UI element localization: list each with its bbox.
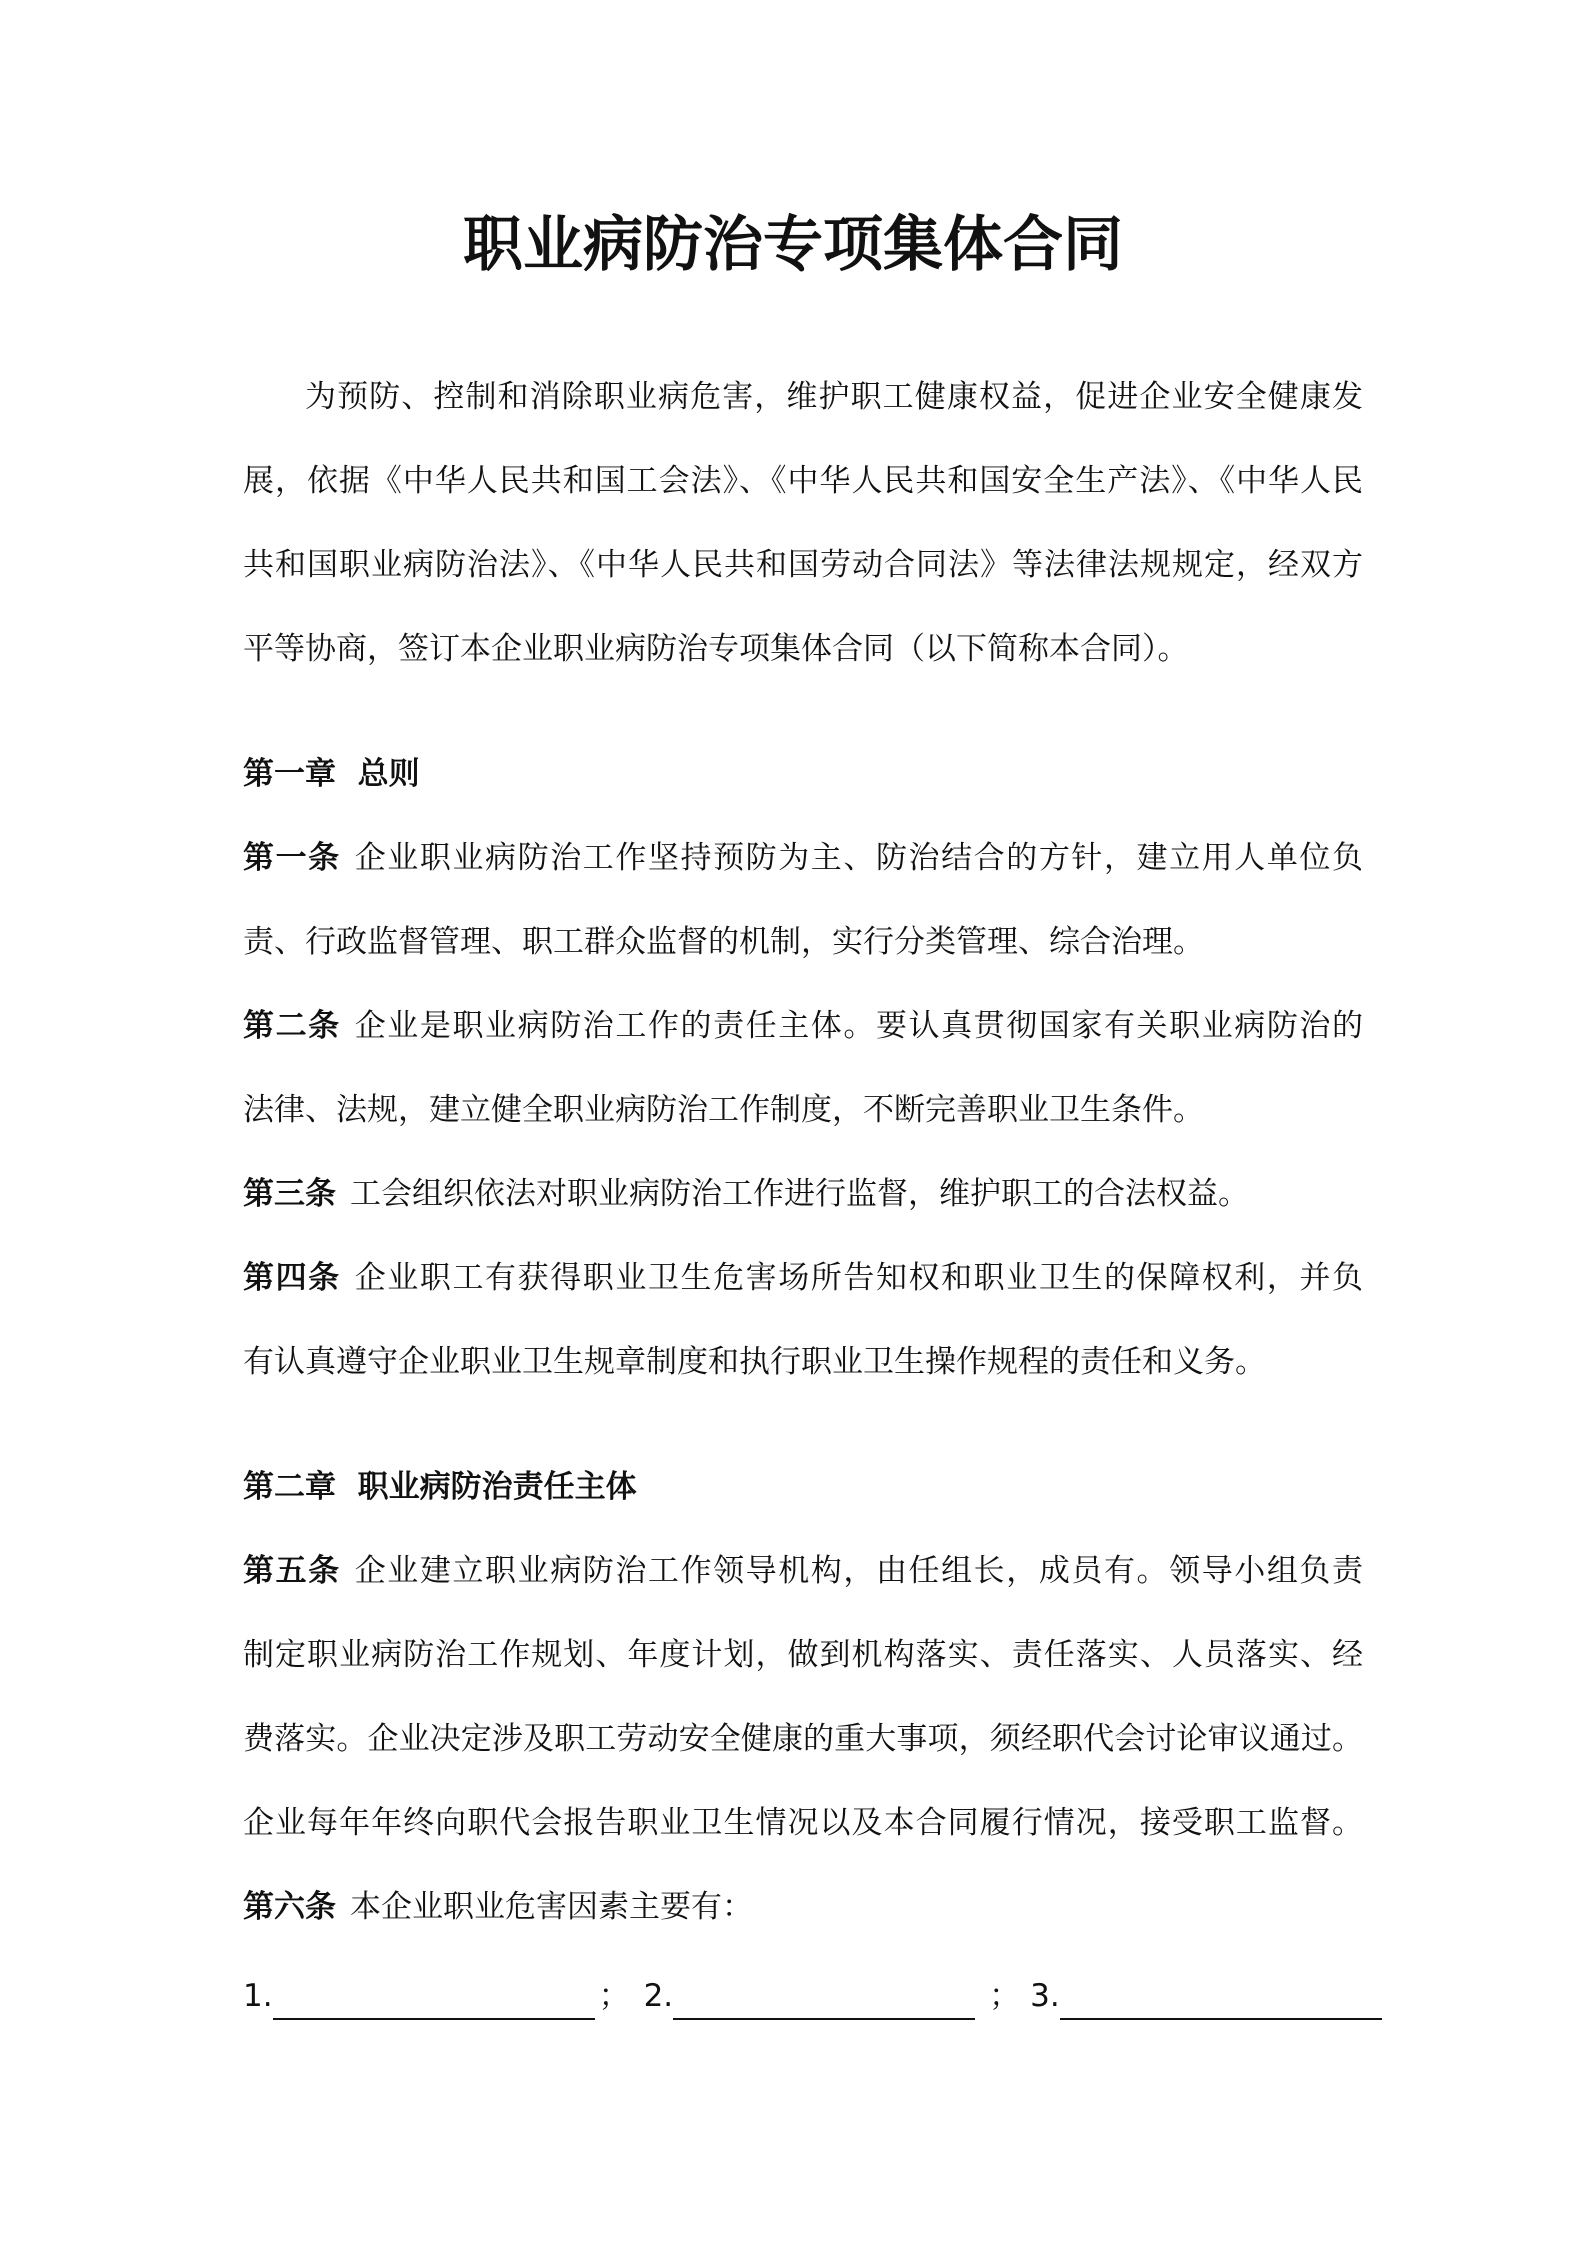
article-4-line-2: 有认真遵守企业职业卫生规章制度和执行职业卫生操作规程的责任和义务。 [243,1344,1266,1380]
blank-2-number: 2. [643,1978,674,2014]
article-3-line-1 [243,1170,1363,1218]
article-4-line-1 [243,1254,1363,1302]
article-5-line-4: 企业每年年终向职代会报告职业卫生情况以及本合同履行情况，接受职工监督。 [243,1805,1363,1841]
article-5-line-3: 费落实。企业决定涉及职工劳动安全健康的重大事项，须经职代会讨论审议通过。 [243,1721,1363,1757]
article-2-text-1: 企业是职业病防治工作的责任主体。要认真贯彻国家有关职业病防治的 [354,1008,1364,1044]
blank-3-field[interactable] [1060,1978,1382,2020]
blank-1-field[interactable] [273,1978,595,2020]
chapter-1-heading: 第一章 总则 [243,756,420,792]
separator-1: ； [598,1978,630,2014]
article-1-line-1 [243,834,1363,882]
article-6-label: 第六条 [243,1889,336,1925]
hazard-blanks-row [243,1972,1363,2022]
blank-3-number: 3. [1030,1978,1060,2014]
article-4-text-1: 企业职工有获得职业卫生危害场所告知权和职业卫生的保障权利，并负 [354,1260,1364,1296]
article-3-text-1: 工会组织依法对职业病防治工作进行监督，维护职工的合法权益。 [350,1176,1249,1212]
article-2-line-1 [243,1002,1363,1050]
blank-2-field[interactable] [673,1978,975,2020]
article-2-line-2: 法律、法规，建立健全职业病防治工作制度，不断完善职业卫生条件。 [243,1092,1204,1128]
article-2-label: 第二条 [243,1008,341,1044]
preamble-line-1: 为预防、控制和消除职业病危害，维护职工健康权益，促进企业安全健康发 [305,379,1363,415]
article-5-text-1: 企业建立职业病防治工作领导机构，由任组长，成员有。领导小组负责 [354,1553,1364,1589]
document-title: 职业病防治专项集体合同 [463,210,1123,280]
article-5-line-1 [243,1547,1363,1595]
article-3-label: 第三条 [243,1176,336,1212]
blank-1-number: 1. [243,1978,273,2014]
article-4-label: 第四条 [243,1260,341,1296]
preamble-line-3: 共和国职业病防治法》、《中华人民共和国劳动合同法》等法律法规规定，经双方 [243,547,1363,583]
separator-2: ； [989,1978,1021,2014]
article-6-line-1 [243,1883,1363,1931]
article-1-text-1: 企业职业病防治工作坚持预防为主、防治结合的方针，建立用人单位负 [354,840,1364,876]
article-1-line-2: 责、行政监督管理、职工群众监督的机制，实行分类管理、综合治理。 [243,924,1204,960]
article-5-line-2: 制定职业病防治工作规划、年度计划，做到机构落实、责任落实、人员落实、经 [243,1637,1363,1673]
preamble-line-2: 展，依据《中华人民共和国工会法》、《中华人民共和国安全生产法》、《中华人民 [243,463,1363,499]
article-6-text-1: 本企业职业危害因素主要有： [350,1889,753,1925]
chapter-2-heading: 第二章 职业病防治责任主体 [243,1469,637,1505]
article-1-label: 第一条 [243,840,341,876]
article-5-label: 第五条 [243,1553,341,1589]
preamble-line-4: 平等协商，签订本企业职业病防治专项集体合同（以下简称本合同）。 [243,631,1189,667]
